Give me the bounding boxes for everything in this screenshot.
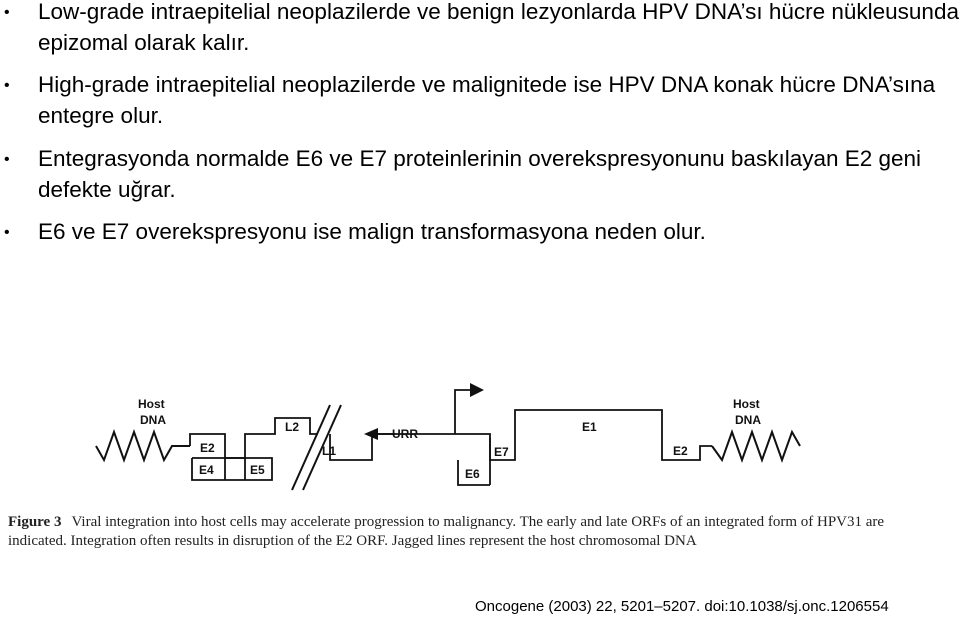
bullet-text: Low-grade intraepitelial neoplazilerde ve benign lezyonlarda HPV DNA’sı hücre nükleusunda epizomal olarak kalır. bbox=[38, 0, 959, 55]
figure-caption-text: Viral integration into host cells may accelerate progression to malignancy. The early and late ORFs of an integrated form of HPV31 are indicated. Integration often results in disruption of the E2 ORF. Jagged lines represent the host chromosomal DNA bbox=[8, 514, 885, 549]
host-dna-right-zigzag bbox=[712, 432, 800, 460]
bullet-icon: • bbox=[4, 224, 10, 241]
figure-caption bbox=[8, 513, 908, 551]
gene-label-e2-left: E2 bbox=[200, 441, 215, 455]
bullet-icon: • bbox=[4, 77, 10, 94]
dna-label-right: DNA bbox=[735, 413, 761, 427]
promoter-arrow-head-icon bbox=[470, 383, 484, 397]
host-dna-left-zigzag bbox=[96, 432, 190, 460]
host-label-left: Host bbox=[138, 397, 165, 411]
hpv-integration-diagram bbox=[0, 376, 960, 500]
gene-label-e5: E5 bbox=[250, 463, 265, 477]
gene-label-e4: E4 bbox=[199, 463, 214, 477]
gene-label-urr: URR bbox=[392, 427, 418, 441]
host-label-right: Host bbox=[733, 397, 760, 411]
bullet-icon: • bbox=[4, 4, 10, 21]
bullet-text: High-grade intraepitelial neoplazilerde ve malignitede ise HPV DNA konak hücre DNA’sına entegre olur. bbox=[38, 72, 936, 128]
bullet-icon: • bbox=[4, 151, 10, 168]
gene-label-e7: E7 bbox=[494, 445, 509, 459]
citation: Oncogene (2003) 22, 5201–5207. doi:10.1038/sj.onc.1206554 bbox=[475, 598, 889, 615]
viral-genome-line-right bbox=[330, 410, 712, 460]
dna-label-left: DNA bbox=[140, 413, 166, 427]
gene-label-e1: E1 bbox=[582, 420, 597, 434]
gene-label-e6: E6 bbox=[465, 467, 480, 481]
urr-arrow-head-icon bbox=[364, 428, 378, 440]
gene-label-e2-right: E2 bbox=[673, 444, 688, 458]
promoter-arrow-line bbox=[455, 390, 476, 434]
gene-label-l2: L2 bbox=[285, 420, 300, 434]
figure-caption-label: Figure 3 bbox=[8, 514, 62, 530]
bullet-text: E6 ve E7 overekspresyonu ise malign transformasyona neden olur. bbox=[38, 219, 706, 244]
gene-label-l1: L1 bbox=[322, 444, 337, 458]
bullet-text: Entegrasyonda normalde E6 ve E7 proteinlerinin overekspresyonunu baskılayan E2 geni defekte uğrar. bbox=[38, 146, 922, 202]
